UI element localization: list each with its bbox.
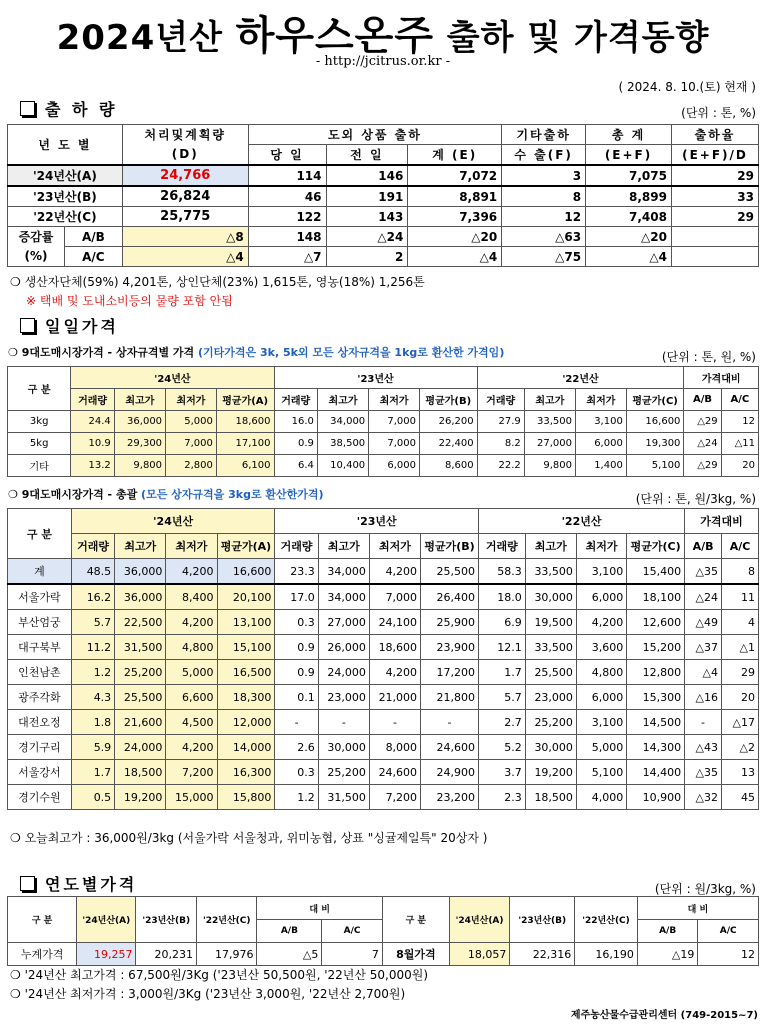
table-row: '23년산(B) 26,824 46 191 8,891 8 8,899 33 <box>8 186 759 207</box>
market-price-table: 구 분 '24년산 '23년산 '22년산 가격대비 거래량 최고가 최저가 평균가(A) 거래량 최고가 최저가 평균가(B) 거래량 최고가 최저가 평균가(C) A/B A/C 계 48.5 36,000 4,200 16,600 23.3 34,000 4,200 25,500 58.3 33,500 3,100 15,400 △35 8 서울가락 16.2 36,000 8,400 20,100 17.0 34,000 7,000 26,400 18.0 30,000 6,000 18,100 △24 11 부산엄궁 5.7 22,500 4,200 13,100 0.3 27,000 24,100 25,900 6.9 19,500 4,200 12,600 △49 4 대구북부 11.2 31,500 4,800 15,100 0.9 26,000 18,600 23,900 12.1 33,500 3,600 15,200 △37 △1 인천남촌 1.2 25,200 5,000 16,500 0.9 24,000 4,200 17,200 1.7 25,500 4,800 12,800 △4 29 광주각화 4.3 25,500 6,600 18,300 0.1 23,000 21,000 21,800 5.7 23,000 6,000 15,300 △16 20 대전오정 1.8 21,600 4,500 12,000 - - - - 2.7 25,200 3,100 14,500 - △17 경기구리 5.9 24,000 4,200 14,000 2.6 30,000 8,000 24,600 5.2 30,000 5,000 14,300 △43 △2 서울강서 1.7 18,500 7,200 16,300 0.3 25,200 24,600 24,900 3.7 19,200 5,100 14,400 △35 13 경기수원 0.5 19,200 15,000 15,800 1.2 31,500 7,200 23,200 2.3 18,500 4,000 10,900 △32 45 <box>7 508 759 810</box>
title-product: 하우스온주 <box>235 13 434 59</box>
table-row: 서울가락 16.2 36,000 8,400 20,100 17.0 34,000 7,000 26,400 18.0 30,000 6,000 18,100 △24 11 <box>8 584 759 610</box>
table-row: 경기수원 0.5 19,200 15,000 15,800 1.2 31,500 7,200 23,200 2.3 18,500 4,000 10,900 △32 45 <box>8 785 759 810</box>
footer-source: 제주농산물수급관리센터 (749-2015~7) <box>570 1010 758 1021</box>
shipment-heading: 출 하 량 <box>20 97 118 120</box>
shipment-note: ❍ 생산자단체(59%) 4,201톤, 상인단체(23%) 1,615톤, 영농(18%) 1,256톤 <box>10 275 425 289</box>
table-row: 경기구리 5.9 24,000 4,200 14,000 2.6 30,000 8,000 24,600 5.2 30,000 5,000 14,300 △43 △2 <box>8 735 759 760</box>
header-rate-sub: (E+F)/D <box>671 145 758 166</box>
table-row: 광주각화 4.3 25,500 6,600 18,300 0.1 23,000 21,000 21,800 5.7 23,000 6,000 15,300 △16 20 <box>8 685 759 710</box>
header-today: 당 일 <box>248 145 326 166</box>
table-row: 계 48.5 36,000 4,200 16,600 23.3 34,000 4,200 25,500 58.3 33,500 3,100 15,400 △35 8 <box>8 559 759 585</box>
checkbox-icon <box>20 101 35 116</box>
yearly-unit: (단위 : 원/3kg, %) <box>654 882 756 896</box>
daily-market-subtitle: ❍ 9대도매시장가격 - 총괄 (모든 상자규격을 3kg로 환산한가격) <box>8 488 324 501</box>
table-row: '24년산(A) 24,766 114 146 7,072 3 7,075 29 <box>8 165 759 186</box>
header-sum-sub: (E+F) <box>586 145 672 166</box>
yearly-note-min: ❍ '24년산 최저가격 : 3,000원/3Kg ('23년산 3,000원, '22년산 2,700원) <box>10 987 406 1001</box>
table-row: 서울강서 1.7 18,500 7,200 16,300 0.3 25,200 24,600 24,900 3.7 19,200 5,100 14,400 △35 13 <box>8 760 759 785</box>
checkbox-icon <box>20 318 35 333</box>
header-export: 수 출(F) <box>502 145 586 166</box>
report-date: ( 2024. 8. 10.(토) 현재 ) <box>618 80 756 94</box>
header-planned-sub: (D) <box>122 145 248 166</box>
header-other: 기타출하 <box>502 125 586 145</box>
yearly-note-max: ❍ '24년산 최고가격 : 67,500원/3Kg ('23년산 50,500원, '22년산 50,000원) <box>10 968 429 982</box>
daily-market-unit: (단위 : 톤, 원/3kg, %) <box>635 492 756 506</box>
shipment-unit: (단위 : 톤, %) <box>681 106 756 120</box>
header-prev: 전 일 <box>326 145 408 166</box>
checkbox-icon <box>20 876 35 891</box>
table-row: 대구북부 11.2 31,500 4,800 15,100 0.9 26,000 18,600 23,900 12.1 33,500 3,600 15,200 △37 △1 <box>8 635 759 660</box>
size-price-table: 구 분 '24년산 '23년산 '22년산 가격대비 거래량 최고가 최저가 평균가(A) 거래량 최고가 최저가 평균가(B) 거래량 최고가 최저가 평균가(C) A/B A/C 3kg 24.4 36,000 5,000 18,600 16.0 34,000 7,000 26,200 27.9 33,500 3,100 16,600 △29 12 5kg 10.9 29,300 7,000 17,100 0.9 38,500 7,000 22,400 8.2 27,000 6,000 19,300 △24 △11 기타 13.2 9,800 2,800 6,100 6.4 10,400 6,000 8,600 22.2 9,800 1,400 5,100 △29 20 <box>7 366 759 477</box>
table-row: '22년산(C) 25,775 122 143 7,396 12 7,408 29 <box>8 207 759 227</box>
yearly-price-table: 구 분 '24년산(A) '23년산(B) '22년산(C) 대 비 구 분 '24년산(A) '23년산(B) '22년산(C) 대 비 A/B A/C A/B A/C 누계가격 19,257 20,231 17,976 △5 7 8월가격 18,057 22,316 16,190 △19 12 <box>7 896 759 966</box>
header-sum: 총 계 <box>586 125 672 145</box>
table-row: 기타 13.2 9,800 2,800 6,100 6.4 10,400 6,000 8,600 22.2 9,800 1,400 5,100 △29 20 <box>8 455 759 477</box>
table-row: 대전오정 1.8 21,600 4,500 12,000 - - - - 2.7 25,200 3,100 14,500 - △17 <box>8 710 759 735</box>
table-row: 인천남촌 1.2 25,200 5,000 16,500 0.9 24,000 4,200 17,200 1.7 25,500 4,800 12,800 △4 29 <box>8 660 759 685</box>
shipment-table <box>7 124 759 267</box>
header-year: 년 도 별 <box>8 125 123 166</box>
title-suffix: 출하 및 가격동향 <box>433 18 710 58</box>
title-prefix: 2024년산 <box>56 18 236 58</box>
page-title <box>0 4 766 61</box>
site-url[interactable]: - http://jcitrus.or.kr - <box>315 54 451 69</box>
table-row: 증감률 A/B △8 148 △24 △20 △63 △20 <box>8 227 759 247</box>
table-row: (%) A/C △4 △7 2 △4 △75 △4 <box>8 247 759 267</box>
table-row: 5kg 10.9 29,300 7,000 17,100 0.9 38,500 7,000 22,400 8.2 27,000 6,000 19,300 △24 △11 <box>8 433 759 455</box>
header-outside: 도외 상품 출하 <box>248 125 502 145</box>
header-gubun: 구 분 <box>8 367 71 411</box>
table-row: 누계가격 19,257 20,231 17,976 △5 7 8월가격 18,057 22,316 16,190 △19 12 <box>8 943 759 966</box>
daily-heading: 일일가격 <box>20 314 119 337</box>
table-row: 부산엄궁 5.7 22,500 4,200 13,100 0.3 27,000 24,100 25,900 6.9 19,500 4,200 12,600 △49 4 <box>8 610 759 635</box>
yearly-heading: 연도별가격 <box>20 872 137 895</box>
table-row: 3kg 24.4 36,000 5,000 18,600 16.0 34,000 7,000 26,200 27.9 33,500 3,100 16,600 △29 12 <box>8 411 759 433</box>
header-planned: 처리및계획량 <box>122 125 248 145</box>
daily-size-unit: (단위 : 톤, 원, %) <box>661 350 756 364</box>
shipment-footnote: ※ 택배 및 도내소비등의 물량 포함 안됨 <box>26 294 233 308</box>
daily-note: ❍ 오늘최고가 : 36,000원/3kg (서울가락 서울청과, 위미농협, 상표 "싱귤제일특" 20상자 ) <box>10 831 488 845</box>
daily-size-subtitle: ❍ 9대도매시장가격 - 상자규격별 가격 (기타가격은 3k, 5k외 모든 상자규격을 1kg로 환산한 가격임) <box>8 346 505 359</box>
header-gubun: 구 분 <box>8 509 72 559</box>
header-rate: 출하율 <box>671 125 758 145</box>
header-total-e: 계 (E) <box>408 145 502 166</box>
